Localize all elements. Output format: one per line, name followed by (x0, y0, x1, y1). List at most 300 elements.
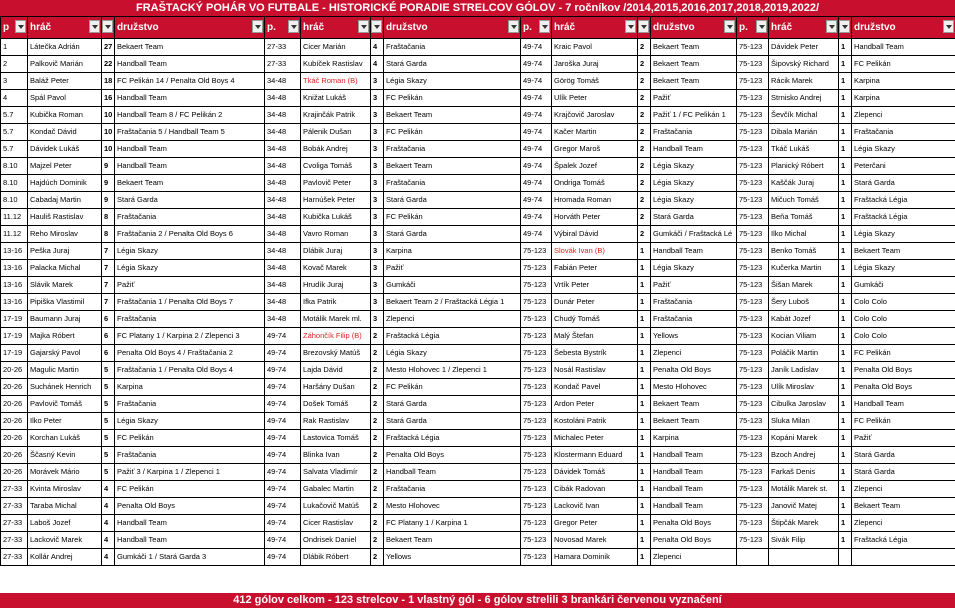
goals-cell: 1 (638, 532, 651, 549)
player-cell: Hauliš Rastislav (28, 209, 102, 226)
player-cell: Blinka Ivan (301, 447, 371, 464)
filter-dropdown-icon[interactable] (102, 20, 113, 33)
header-label: hráč (771, 22, 793, 33)
goals-cell: 5 (102, 464, 115, 481)
goals-cell: 2 (638, 209, 651, 226)
table-row (1, 362, 955, 379)
table-row (1, 56, 955, 73)
player-cell: Lastovica Tomáš (301, 430, 371, 447)
player-cell: Gregor Maroš (552, 141, 638, 158)
team-cell: Penalta Old Boys (115, 498, 265, 515)
player-cell: Lukačovič Matúš (301, 498, 371, 515)
table-row (1, 328, 955, 345)
team-cell: Stará Garda (852, 464, 955, 481)
goals-cell: 3 (371, 277, 384, 294)
goals-cell: 2 (638, 226, 651, 243)
team-cell: Légia Skazy (651, 158, 737, 175)
rank-cell: 5.7 (1, 141, 28, 158)
rank-cell: 75-123 (521, 413, 552, 430)
goals-cell: 2 (371, 498, 384, 515)
filter-dropdown-icon[interactable] (826, 20, 837, 33)
goals-cell: 1 (839, 498, 852, 515)
player-cell: Kocian Viliam (769, 328, 839, 345)
rank-cell: 49-74 (265, 481, 301, 498)
rank-cell: 75-123 (737, 243, 769, 260)
player-cell: Salvata Vladimír (301, 464, 371, 481)
player-cell: Cicer Rastislav (301, 515, 371, 532)
goals-cell: 1 (839, 141, 852, 158)
goals-cell: 1 (638, 328, 651, 345)
rank-cell: 75-123 (521, 532, 552, 549)
goals-cell: 1 (839, 532, 852, 549)
rank-cell: 8.10 (1, 192, 28, 209)
player-cell: Kubička Roman (28, 107, 102, 124)
team-cell: Fraštacká Légia (852, 192, 955, 209)
goals-cell: 1 (638, 277, 651, 294)
goals-cell: 2 (371, 430, 384, 447)
team-cell: Légia Skazy (384, 345, 521, 362)
player-cell: Bzoch Andrej (769, 447, 839, 464)
team-cell: Karpina (852, 90, 955, 107)
goals-cell: 18 (102, 73, 115, 90)
player-cell: Novosad Marek (552, 532, 638, 549)
goals-cell: 22 (102, 56, 115, 73)
player-cell: Dlábik Juraj (301, 243, 371, 260)
header-goals-1 (102, 17, 115, 39)
rank-cell: 75-123 (737, 39, 769, 56)
team-cell: Handball Team (852, 39, 955, 56)
goals-cell: 2 (638, 73, 651, 90)
player-cell: Šipovský Richard (769, 56, 839, 73)
team-cell: Fraštačania (852, 124, 955, 141)
player-cell: Fabián Peter (552, 260, 638, 277)
rank-cell: 75-123 (737, 515, 769, 532)
goals-cell: 1 (839, 90, 852, 107)
goals-cell: 2 (638, 107, 651, 124)
rank-cell: 75-123 (737, 90, 769, 107)
rank-cell: 75-123 (737, 277, 769, 294)
filter-dropdown-icon[interactable] (724, 20, 735, 33)
goals-cell: 8 (102, 226, 115, 243)
team-cell: Fraštacká Légia (384, 328, 521, 345)
team-cell: FC Pelikán (115, 481, 265, 498)
rank-cell: 49-74 (521, 175, 552, 192)
player-cell: Korchan Lukáš (28, 430, 102, 447)
player-cell: Kopáni Marek (769, 430, 839, 447)
player-cell: Kovač Marek (301, 260, 371, 277)
rank-cell: 27-33 (1, 515, 28, 532)
player-cell: Pipiška Vlastimil (28, 294, 102, 311)
team-cell: Fraštačania 1 / Penalta Old Boys 7 (115, 294, 265, 311)
rank-cell: 27-33 (265, 56, 301, 73)
rank-cell: 13-16 (1, 260, 28, 277)
team-cell: Légia Skazy (852, 226, 955, 243)
team-cell: Légia Skazy (651, 192, 737, 209)
team-cell: Fraštačania (115, 209, 265, 226)
rank-cell: 49-74 (521, 90, 552, 107)
team-cell: Légia Skazy (384, 73, 521, 90)
goals-cell: 9 (102, 175, 115, 192)
team-cell: Fraštačania (651, 124, 737, 141)
team-cell: Penalta Old Boys (651, 362, 737, 379)
team-cell: Karpina (384, 243, 521, 260)
goals-cell: 3 (371, 90, 384, 107)
player-cell: Nosál Rastislav (552, 362, 638, 379)
goals-cell: 1 (638, 413, 651, 430)
player-cell: Motálik Marek st. (769, 481, 839, 498)
player-cell: Magulic Martin (28, 362, 102, 379)
goals-cell: 4 (102, 515, 115, 532)
goals-cell: 4 (102, 498, 115, 515)
goals-cell: 1 (839, 294, 852, 311)
team-cell: FC Platany 1 / Karpina 1 (384, 515, 521, 532)
rank-cell: 75-123 (737, 481, 769, 498)
table-row (1, 549, 955, 566)
player-cell: Janík Ladislav (769, 362, 839, 379)
player-cell: Spál Pavol (28, 90, 102, 107)
goals-cell: 1 (839, 515, 852, 532)
rank-cell: 13-16 (1, 294, 28, 311)
table-row (1, 447, 955, 464)
player-cell: Farkaš Denis (769, 464, 839, 481)
team-cell: Pažiť (651, 90, 737, 107)
rank-cell: 27-33 (265, 39, 301, 56)
player-cell: Cibák Radovan (552, 481, 638, 498)
team-cell: Fraštačania (384, 175, 521, 192)
rank-cell: 34-48 (265, 209, 301, 226)
goals-cell: 3 (371, 192, 384, 209)
header-team-3 (651, 17, 737, 39)
goals-cell: 1 (638, 345, 651, 362)
player-cell: Dlábik Róbert (301, 549, 371, 566)
team-cell: Bekaert Team (651, 396, 737, 413)
goals-cell: 1 (839, 379, 852, 396)
rank-cell: 17-19 (1, 311, 28, 328)
goals-cell: 1 (839, 396, 852, 413)
team-cell: Handball Team (115, 532, 265, 549)
goals-cell: 1 (839, 430, 852, 447)
team-cell: Handball Team (651, 498, 737, 515)
player-cell: Rak Rastislav (301, 413, 371, 430)
goals-cell: 2 (371, 379, 384, 396)
player-cell: Ulík Peter (552, 90, 638, 107)
filter-dropdown-icon[interactable] (756, 20, 767, 33)
goals-cell: 10 (102, 107, 115, 124)
player-cell: Šery Luboš (769, 294, 839, 311)
goals-cell: 2 (638, 56, 651, 73)
goals-cell: 4 (102, 481, 115, 498)
filter-dropdown-icon[interactable] (15, 20, 26, 33)
rank-cell: 49-74 (265, 532, 301, 549)
rank-cell: 20-26 (1, 396, 28, 413)
goals-cell: 5 (102, 379, 115, 396)
team-cell: Handball Team (651, 243, 737, 260)
header-label: p. (523, 22, 532, 33)
team-cell: Fraštačania 5 / Handball Team 5 (115, 124, 265, 141)
rank-cell: 49-74 (265, 379, 301, 396)
player-cell: Ardon Peter (552, 396, 638, 413)
rank-cell: 49-74 (265, 362, 301, 379)
team-cell: Fraštačania (384, 39, 521, 56)
team-cell: Fraštacká Légia (384, 430, 521, 447)
rank-cell: 34-48 (265, 243, 301, 260)
rank-cell: 49-74 (265, 413, 301, 430)
team-cell: Fraštacká Légia (852, 532, 955, 549)
filter-dropdown-icon[interactable] (508, 20, 519, 33)
filter-dropdown-icon[interactable] (288, 20, 299, 33)
team-cell: Pažiť 1 / FC Pelikán 1 (651, 107, 737, 124)
rank-cell: 20-26 (1, 379, 28, 396)
rank-cell: 75-123 (737, 430, 769, 447)
rank-cell: 20-26 (1, 430, 28, 447)
rank-cell: 49-74 (521, 209, 552, 226)
team-cell: FC Pelikán (384, 209, 521, 226)
player-cell: Dávidek Tomáš (552, 464, 638, 481)
rank-cell: 49-74 (265, 396, 301, 413)
player-cell: Suchánek Henrich (28, 379, 102, 396)
rank-cell: 75-123 (521, 328, 552, 345)
player-cell: Hrudík Juraj (301, 277, 371, 294)
goals-cell: 5 (102, 396, 115, 413)
player-cell: Slávik Marek (28, 277, 102, 294)
rank-cell: 75-123 (521, 311, 552, 328)
team-cell: Légia Skazy (115, 260, 265, 277)
player-cell: Klostermann Eduard (552, 447, 638, 464)
rank-cell: 75-123 (737, 396, 769, 413)
team-cell: Handball Team (651, 464, 737, 481)
rank-cell: 2 (1, 56, 28, 73)
player-cell (769, 549, 839, 566)
team-cell: Penalta Old Boys 4 / Fraštačania 2 (115, 345, 265, 362)
table-row (1, 226, 955, 243)
rank-cell: 75-123 (737, 124, 769, 141)
team-cell: FC Pelikán (384, 379, 521, 396)
filter-dropdown-icon[interactable] (839, 20, 850, 33)
goals-cell: 2 (371, 464, 384, 481)
rank-cell: 3 (1, 73, 28, 90)
rank-cell: 49-74 (521, 56, 552, 73)
goals-cell: 1 (839, 124, 852, 141)
player-cell: Kučerka Martin (769, 260, 839, 277)
goals-cell: 2 (371, 413, 384, 430)
goals-cell: 5 (102, 447, 115, 464)
goals-cell: 6 (102, 345, 115, 362)
filter-dropdown-icon[interactable] (943, 20, 954, 33)
goals-cell: 3 (371, 226, 384, 243)
rank-cell: 11.12 (1, 226, 28, 243)
rank-cell: 34-48 (265, 277, 301, 294)
player-cell: Baumann Juraj (28, 311, 102, 328)
filter-dropdown-icon[interactable] (252, 20, 263, 33)
player-cell: Planický Róbert (769, 158, 839, 175)
player-cell: Pálenik Dušan (301, 124, 371, 141)
team-cell: Légia Skazy (852, 141, 955, 158)
table-row (1, 243, 955, 260)
player-cell: Horváth Peter (552, 209, 638, 226)
table-row (1, 277, 955, 294)
rank-cell: 49-74 (521, 39, 552, 56)
header-team-1 (115, 17, 265, 39)
table-row (1, 413, 955, 430)
player-cell: Ondriga Tomáš (552, 175, 638, 192)
team-cell: Stará Garda (852, 175, 955, 192)
goals-cell: 1 (638, 498, 651, 515)
player-cell: Šebesta Bystrík (552, 345, 638, 362)
rank-cell: 34-48 (265, 107, 301, 124)
table-row (1, 175, 955, 192)
goals-cell: 7 (102, 294, 115, 311)
player-cell: Hajdúch Dominik (28, 175, 102, 192)
rank-cell: 34-48 (265, 124, 301, 141)
player-cell: Peška Juraj (28, 243, 102, 260)
header-label: družstvo (653, 22, 695, 33)
rank-cell: 49-74 (521, 124, 552, 141)
team-cell: Yellows (651, 328, 737, 345)
player-cell: Brezovský Matúš (301, 345, 371, 362)
header-rank-1 (1, 17, 28, 39)
team-cell: Peterčani (852, 158, 955, 175)
player-cell: Kaščák Juraj (769, 175, 839, 192)
player-cell: Tkáč Lukáš (769, 141, 839, 158)
player-cell: Záhončík Filip (B) (301, 328, 371, 345)
goals-cell: 4 (102, 532, 115, 549)
team-cell: Handball Team (384, 464, 521, 481)
goals-cell: 1 (839, 328, 852, 345)
table-row (1, 345, 955, 362)
player-cell: Poláčik Martin (769, 345, 839, 362)
player-cell: Haršány Dušan (301, 379, 371, 396)
page-title: FRAŠTACKÝ POHÁR VO FUTBALE - HISTORICKÉ PORADIE STRELCOV GÓLOV - 7 ročníkov /2014,2015,2016,2017,2018,2019,2022/ (0, 0, 955, 16)
header-rank-4 (737, 17, 769, 39)
table-row (1, 294, 955, 311)
player-cell: Mičuch Tomáš (769, 192, 839, 209)
player-cell: Krajčovič Jaroslav (552, 107, 638, 124)
goals-cell: 2 (638, 90, 651, 107)
rank-cell: 75-123 (737, 260, 769, 277)
player-cell: Sluka Milan (769, 413, 839, 430)
header-label: družstvo (854, 22, 896, 33)
team-cell: Zlepenci (384, 311, 521, 328)
rank-cell: 49-74 (265, 464, 301, 481)
filter-dropdown-icon[interactable] (371, 20, 382, 33)
table-row (1, 464, 955, 481)
table-row (1, 515, 955, 532)
player-cell: Špalek Jozef (552, 158, 638, 175)
team-cell: Zlepenci (852, 481, 955, 498)
team-cell: Colo Colo (852, 294, 955, 311)
header-label: hráč (30, 22, 52, 33)
rank-cell: 75-123 (521, 549, 552, 566)
rank-cell: 34-48 (265, 175, 301, 192)
rank-cell: 34-48 (265, 311, 301, 328)
table-row (1, 498, 955, 515)
filter-dropdown-icon[interactable] (625, 20, 636, 33)
player-cell: Pavlovič Peter (301, 175, 371, 192)
player-cell: Kubička Lukáš (301, 209, 371, 226)
filter-dropdown-icon[interactable] (89, 20, 100, 33)
goals-cell: 1 (839, 158, 852, 175)
filter-dropdown-icon[interactable] (638, 20, 649, 33)
player-cell: Reho Miroslav (28, 226, 102, 243)
player-cell: Cicer Marián (301, 39, 371, 56)
player-cell: Baláž Peter (28, 73, 102, 90)
rank-cell: 20-26 (1, 362, 28, 379)
goals-cell: 1 (839, 107, 852, 124)
rank-cell: 17-19 (1, 345, 28, 362)
table-row (1, 396, 955, 413)
team-cell: Colo Colo (852, 311, 955, 328)
rank-cell: 75-123 (737, 328, 769, 345)
goals-cell: 27 (102, 39, 115, 56)
goals-cell: 1 (839, 175, 852, 192)
team-cell: Légia Skazy (651, 260, 737, 277)
rank-cell: 27-33 (1, 481, 28, 498)
rank-cell: 4 (1, 90, 28, 107)
goals-cell: 1 (839, 447, 852, 464)
player-cell: Bobák Andrej (301, 141, 371, 158)
goals-cell: 1 (839, 311, 852, 328)
footer-summary: 412 gólov celkom - 123 strelcov - 1 vlastný gól - 6 gólov strelili 3 brankári červenou vyznačení (0, 593, 955, 608)
filter-dropdown-icon[interactable] (358, 20, 369, 33)
rank-cell: 75-123 (737, 413, 769, 430)
rank-cell: 49-74 (521, 226, 552, 243)
rank-cell: 5.7 (1, 107, 28, 124)
rank-cell: 49-74 (265, 430, 301, 447)
goals-cell: 7 (102, 277, 115, 294)
player-cell: Lackovič Ivan (552, 498, 638, 515)
team-cell: Handball Team (852, 396, 955, 413)
team-cell: Handball Team 8 / FC Pelikán 2 (115, 107, 265, 124)
goals-cell: 5 (102, 362, 115, 379)
rank-cell: 49-74 (521, 73, 552, 90)
rank-cell: 49-74 (521, 158, 552, 175)
rank-cell: 75-123 (737, 379, 769, 396)
rank-cell: 27-33 (1, 549, 28, 566)
goals-cell: 1 (839, 243, 852, 260)
team-cell: Handball Team (651, 141, 737, 158)
team-cell: Mesto Hlohovec (651, 379, 737, 396)
player-cell: Gregor Peter (552, 515, 638, 532)
goals-cell: 2 (371, 362, 384, 379)
filter-dropdown-icon[interactable] (539, 20, 550, 33)
player-cell: Ševčík Michal (769, 107, 839, 124)
rank-cell: 75-123 (737, 158, 769, 175)
goals-cell: 1 (638, 243, 651, 260)
rank-cell: 27-33 (1, 532, 28, 549)
goals-cell: 3 (371, 124, 384, 141)
player-cell: Štipčák Marek (769, 515, 839, 532)
player-cell: Kondač Dávid (28, 124, 102, 141)
team-cell: Fraštačania 2 / Penalta Old Boys 6 (115, 226, 265, 243)
table-row (1, 481, 955, 498)
player-cell: Látečka Adrián (28, 39, 102, 56)
team-cell: Légia Skazy (115, 243, 265, 260)
player-cell: Görög Tomáš (552, 73, 638, 90)
rank-cell: 75-123 (521, 515, 552, 532)
rank-cell: 75-123 (521, 464, 552, 481)
team-cell: FC Pelikán (115, 430, 265, 447)
rank-cell: 75-123 (521, 260, 552, 277)
team-cell: Bekaert Team 2 / Fraštacká Légia 1 (384, 294, 521, 311)
team-cell: Bekaert Team (651, 413, 737, 430)
team-cell: Stará Garda (115, 192, 265, 209)
rank-cell: 49-74 (265, 549, 301, 566)
rank-cell: 49-74 (521, 141, 552, 158)
goals-cell: 2 (638, 192, 651, 209)
rank-cell: 8.10 (1, 158, 28, 175)
player-cell: Dávidek Lukáš (28, 141, 102, 158)
rank-cell: 20-26 (1, 464, 28, 481)
